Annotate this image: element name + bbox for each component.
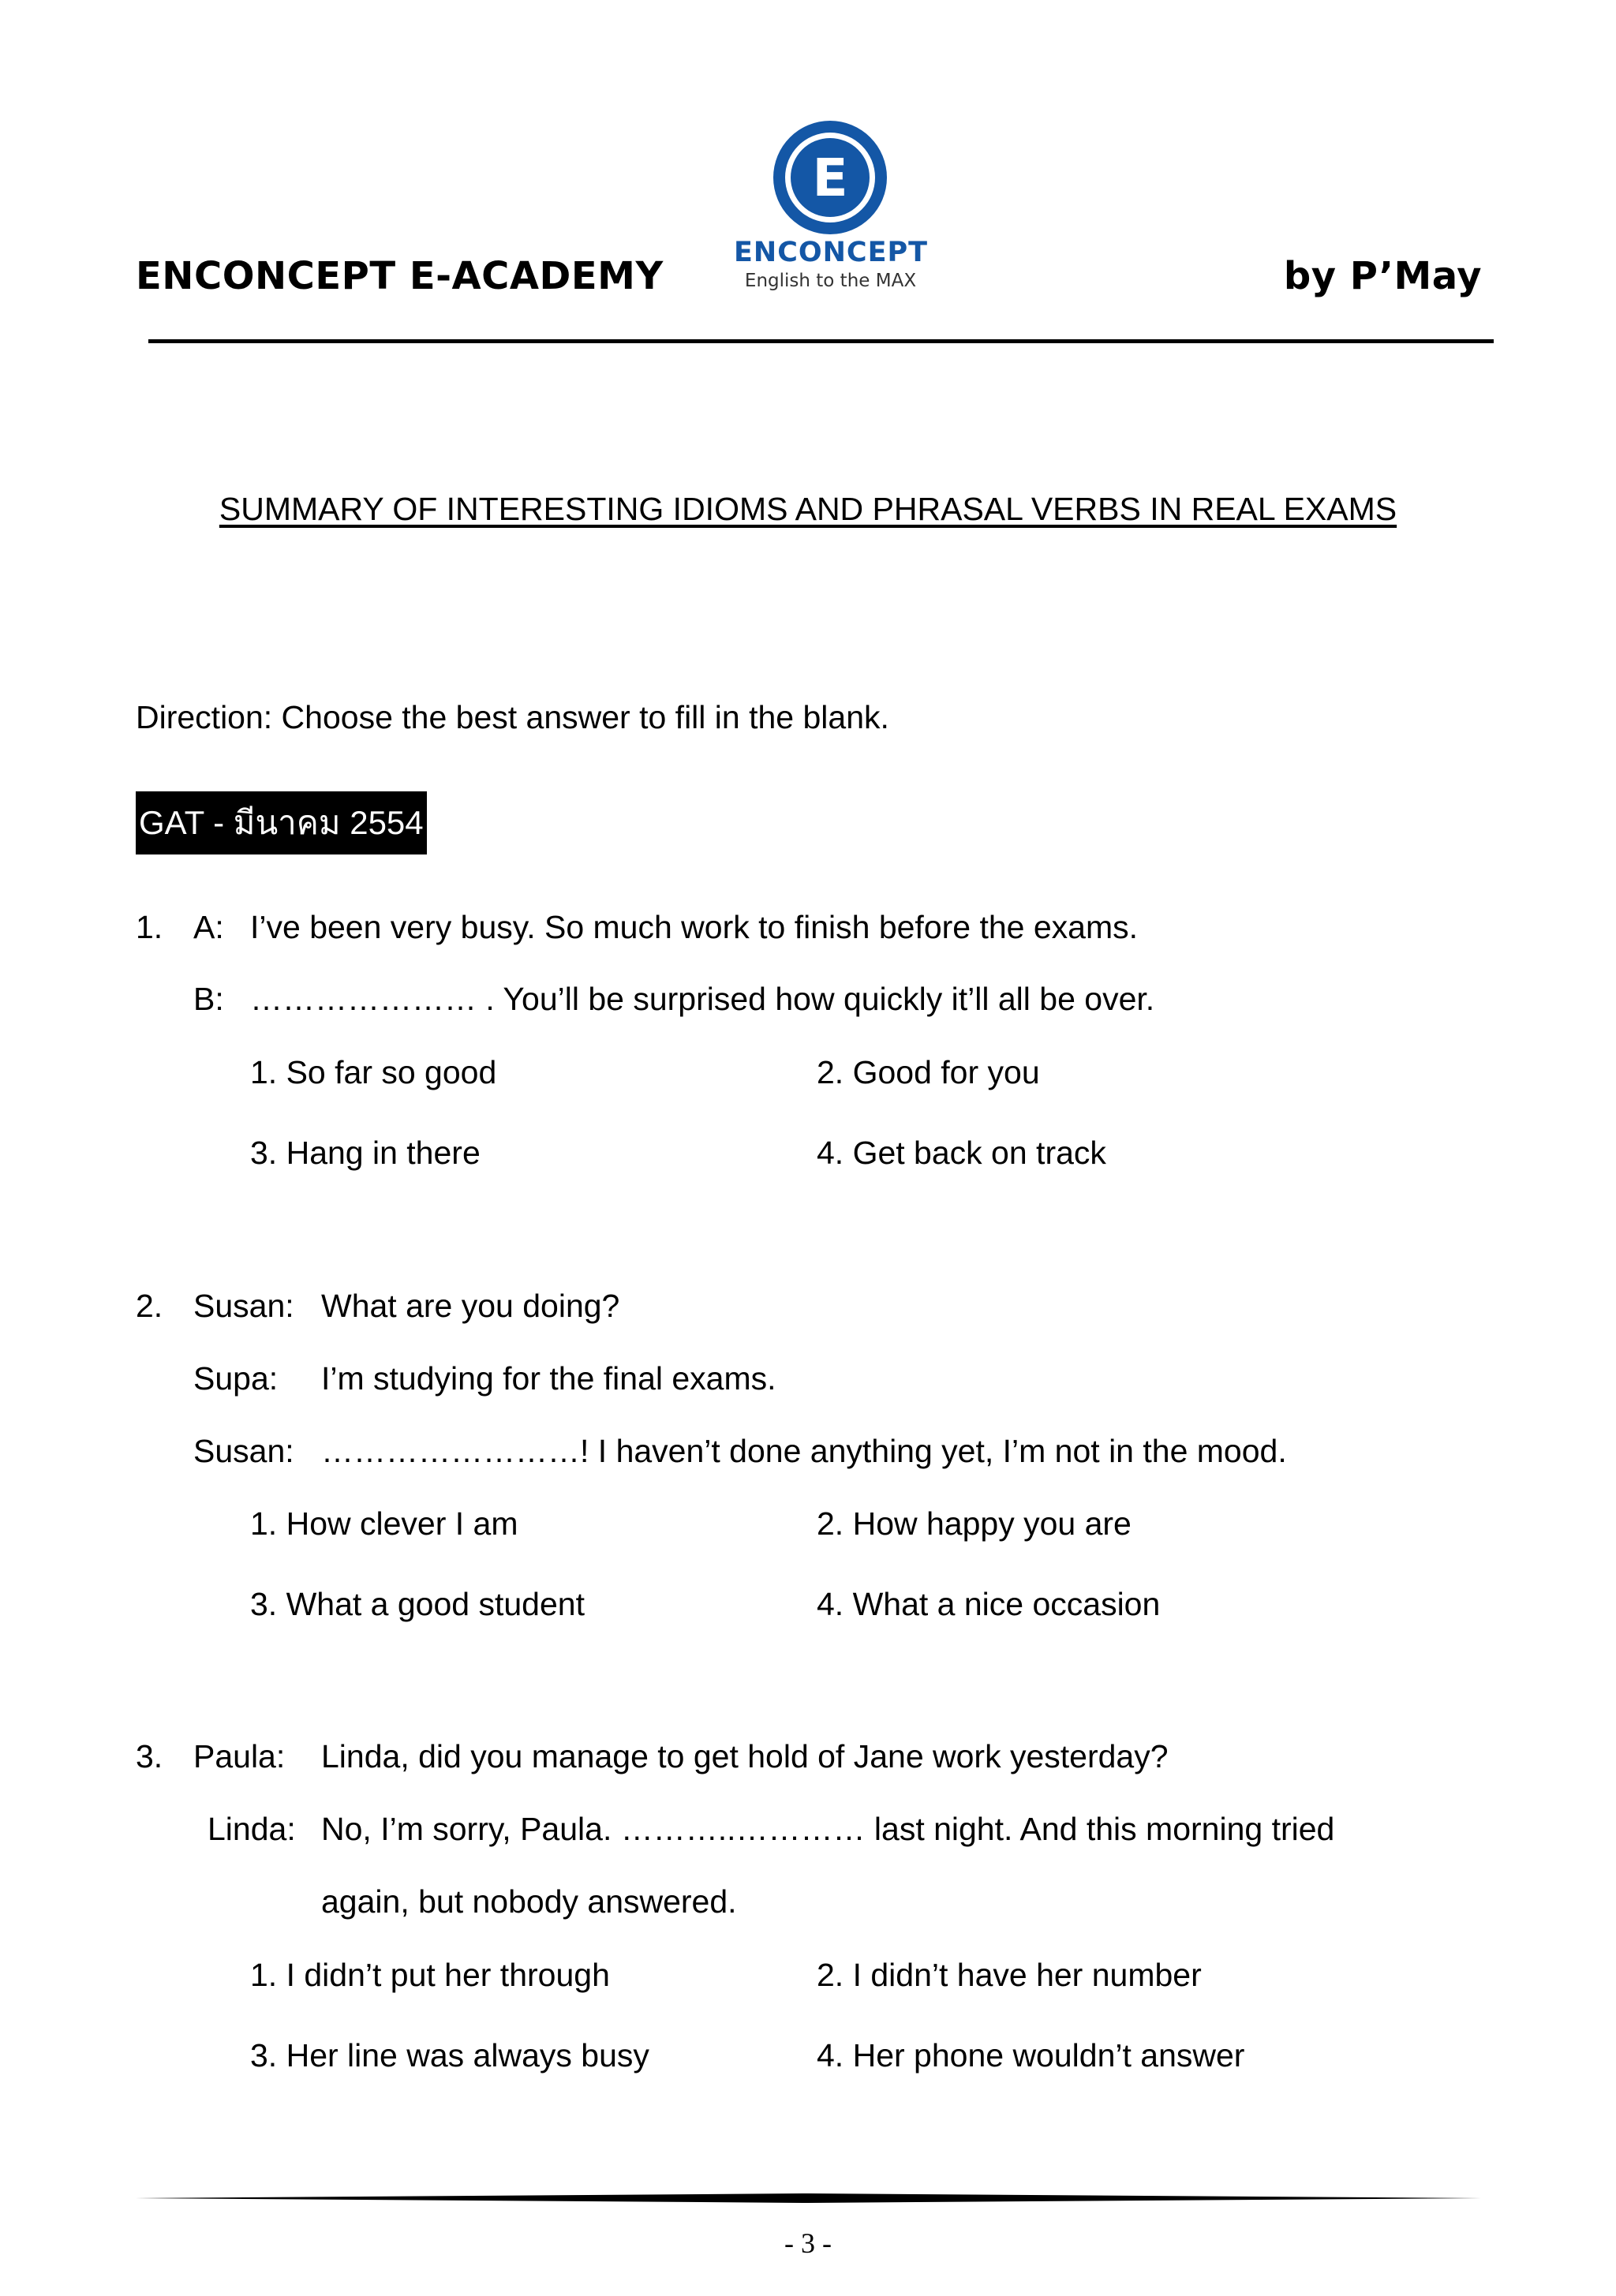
answer-option[interactable]: 3. Hang in there bbox=[250, 1135, 481, 1171]
speaker-label: Linda: bbox=[208, 1811, 296, 1847]
dialogue-line: No, I’m sorry, Paula. ………..………… last night. And this morning tried bbox=[321, 1811, 1335, 1847]
header-divider bbox=[148, 339, 1494, 343]
dialogue-line: Linda, did you manage to get hold of Jane work yesterday? bbox=[321, 1738, 1169, 1774]
speaker-label: Susan: bbox=[193, 1288, 294, 1324]
direction-text: Direction: Choose the best answer to fill in the blank. bbox=[136, 699, 889, 735]
enconcept-e-logo-icon bbox=[771, 118, 889, 237]
dialogue-line: I’m studying for the final exams. bbox=[321, 1360, 776, 1397]
section-label: GAT - มีนาคม 2554 bbox=[136, 791, 427, 854]
question-number: 3. bbox=[136, 1738, 163, 1774]
answer-option[interactable]: 3. Her line was always busy bbox=[250, 2037, 649, 2074]
answer-option[interactable]: 1. How clever I am bbox=[250, 1505, 518, 1542]
speaker-label: Susan: bbox=[193, 1433, 294, 1469]
question-number: 2. bbox=[136, 1288, 163, 1324]
answer-option[interactable]: 4. Get back on track bbox=[817, 1135, 1106, 1171]
question-number: 1. bbox=[136, 909, 163, 945]
header-left-title: ENCONCEPT E-ACADEMY bbox=[136, 254, 664, 298]
logo-tagline: English to the MAX bbox=[744, 271, 917, 291]
dialogue-line: ……………………! I haven’t done anything yet, I’m not in the mood. bbox=[321, 1433, 1287, 1469]
speaker-label: B: bbox=[193, 981, 224, 1017]
logo-letter: E bbox=[812, 148, 848, 208]
logo-brand-text: ENCONCEPT bbox=[734, 237, 929, 268]
answer-option[interactable]: 1. I didn’t put her through bbox=[250, 1957, 610, 1993]
answer-option[interactable]: 4. What a nice occasion bbox=[817, 1586, 1161, 1622]
footer-divider bbox=[136, 2193, 1481, 2203]
page-number: - 3 - bbox=[784, 2227, 832, 2259]
dialogue-line: I’ve been very busy. So much work to finish before the exams. bbox=[250, 909, 1138, 945]
dialogue-line: again, but nobody answered. bbox=[321, 1883, 737, 1920]
speaker-label: Supa: bbox=[193, 1360, 279, 1397]
answer-option[interactable]: 2. I didn’t have her number bbox=[817, 1957, 1202, 1993]
page-title: SUMMARY OF INTERESTING IDIOMS AND PHRASAL VERBS IN REAL EXAMS bbox=[219, 491, 1397, 527]
answer-option[interactable]: 3. What a good student bbox=[250, 1586, 585, 1622]
dialogue-line: ………………… . You’ll be surprised how quickly it’ll all be over. bbox=[250, 981, 1155, 1017]
speaker-label: A: bbox=[193, 909, 224, 945]
header-right-title: by P’May bbox=[1283, 254, 1482, 298]
speaker-label: Paula: bbox=[193, 1738, 286, 1774]
dialogue-line: What are you doing? bbox=[321, 1288, 620, 1324]
answer-option[interactable]: 2. Good for you bbox=[817, 1054, 1040, 1090]
answer-option[interactable]: 2. How happy you are bbox=[817, 1505, 1132, 1542]
answer-option[interactable]: 4. Her phone wouldn’t answer bbox=[817, 2037, 1245, 2074]
answer-option[interactable]: 1. So far so good bbox=[250, 1054, 497, 1090]
